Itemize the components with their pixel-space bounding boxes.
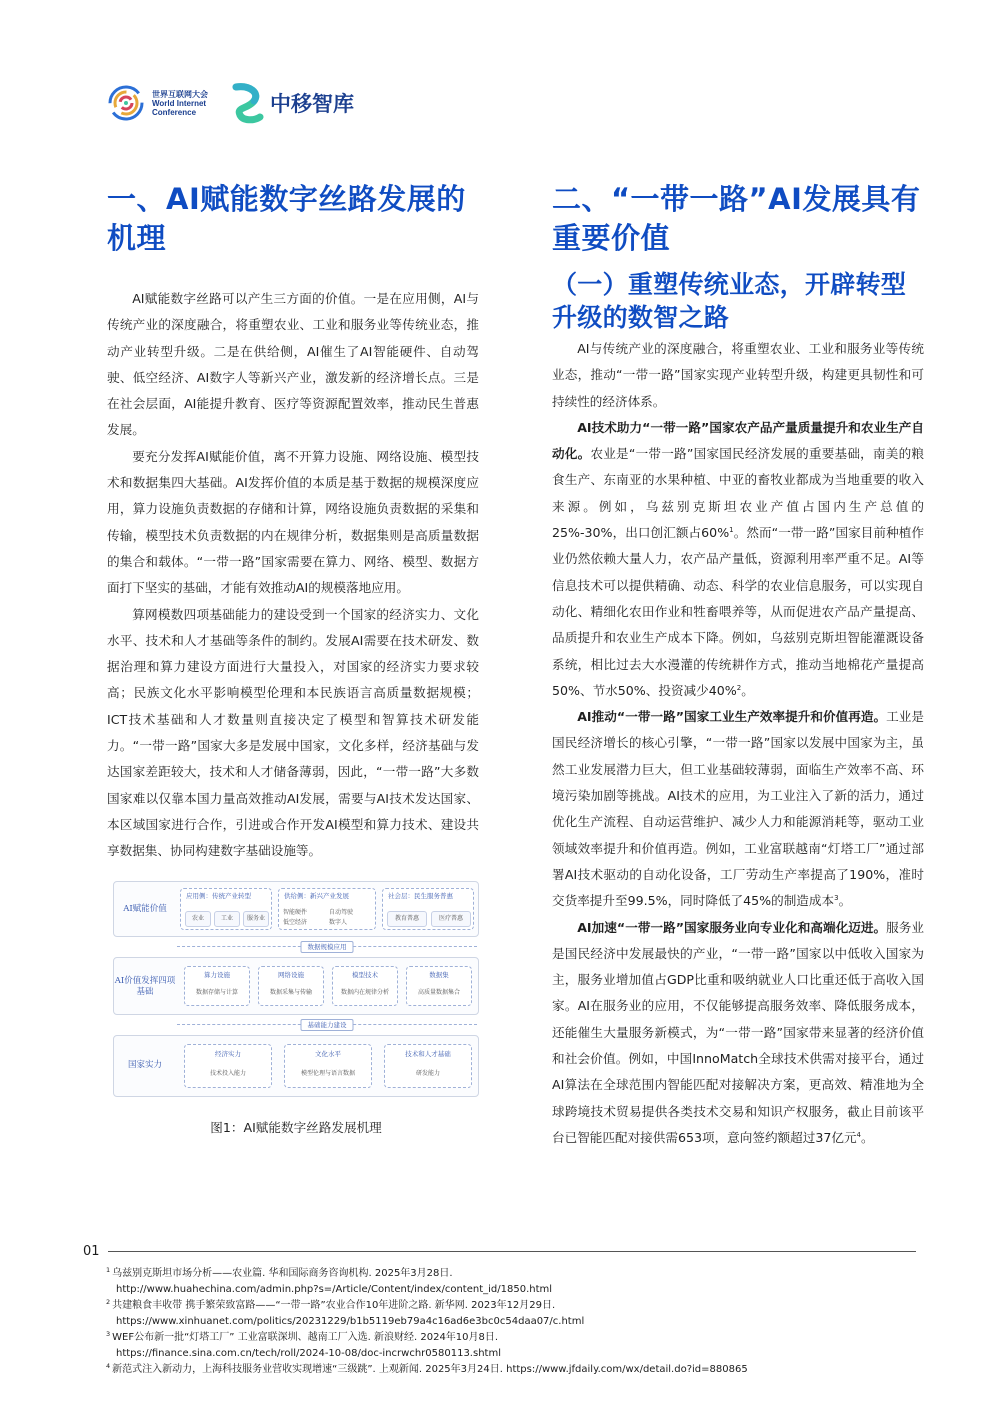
right-paragraph-industry bbox=[552, 704, 924, 914]
subsection-title: （一）重塑传统业态，开辟转型升级的数智之路 bbox=[552, 270, 907, 332]
footnotes bbox=[106, 1266, 916, 1378]
footnote-link[interactable]: https://www.xinhuanet.com/politics/20231229/b1b5119eb79a4c16ad6e3bc0c54daa07/c.html bbox=[116, 1316, 585, 1327]
figure-box-desc: 技术投入能力 bbox=[209, 1069, 246, 1077]
footnote-text: 新范式注入新动力，上海科技服务业营收实现增速“三级跳”. 上观新闻. 2025年3月24日. https://www.jfdaily.com/wx/detail.do?id=880865 bbox=[112, 1364, 748, 1375]
figure-box-desc: 研发能力 bbox=[415, 1069, 440, 1077]
footnote-link[interactable]: https://finance.sina.com.cn/tech/roll/2024-10-08/doc-incrwchr0580113.shtml bbox=[116, 1348, 501, 1359]
figure-box-title: 算力设施 bbox=[204, 970, 230, 979]
figure-box-model bbox=[332, 966, 398, 1006]
figure-chip: 低空经济 bbox=[283, 918, 308, 926]
footnote-link[interactable]: http://www.huahechina.com/admin.php?s=/Article/Content/index/content_id/1850.html bbox=[116, 1284, 553, 1295]
footnote-number: 4 bbox=[106, 1361, 111, 1370]
page-number: 01 bbox=[83, 1244, 100, 1259]
figure-chip: 数字人 bbox=[329, 918, 348, 926]
footnote-number: 1 bbox=[106, 1265, 111, 1274]
left-paragraph-3: 算网模数四项基础能力的建设受到一个国家的经济实力、文化水平、技术和人才基础等条件的制约。发展AI需要在技术研发、数据治理和算力建设方面进行大量投入，对国家的经济实力要求较高；民族文化水平影响模型伦理和本民族语言高质量数据规模；ICT技术基础和人才数量则直接决定了模型和智算技术研发能力。“一带一路”国家大多是发展中国家，文化多样，经济基础与发达国家差距较大，技术和人才储备薄弱，因此，“一带一路”大多数国家难以仅靠本国力量高效推动AI发展，需要与AI技术发达国家、本区域国家进行合作，引进或合作开发AI模型和算力技术、建设共享数据集、协同构建数字基础设施等。 bbox=[107, 606, 479, 859]
footnote-number: 2 bbox=[106, 1297, 111, 1306]
figure-box-title: 网络设施 bbox=[278, 970, 304, 979]
figure-box-society bbox=[382, 888, 474, 930]
footnote-text: 乌兹别克斯坦市场分析——农业篇. 华和国际商务咨询机构. 2025年3月28日. bbox=[112, 1268, 453, 1279]
figure-box-title: 应用侧：传统产业转型 bbox=[186, 891, 251, 900]
figure-box-title: 技术和人才基础 bbox=[405, 1049, 451, 1058]
right-paragraph-services bbox=[552, 915, 924, 1152]
footnote-4 bbox=[106, 1362, 916, 1378]
figure-chip: 医疗普惠 bbox=[431, 911, 471, 927]
paragraph-text: 。 bbox=[861, 1129, 874, 1145]
figure-box-title: 模型技术 bbox=[352, 970, 378, 979]
figure-box-title: 社会层：民生服务普惠 bbox=[388, 891, 453, 900]
wic-line-cn: 世界互联网大会 bbox=[152, 89, 208, 99]
footnote-2 bbox=[106, 1298, 916, 1314]
figure-connector-1 bbox=[177, 941, 477, 953]
figure-connector-label: 基础能力建设 bbox=[301, 1019, 354, 1031]
footnote-ref[interactable]: 2 bbox=[736, 683, 742, 692]
figure-box-desc: 模型伦理与语言数据 bbox=[300, 1069, 355, 1077]
wic-logo bbox=[106, 83, 208, 123]
wic-line-en1: World Internet bbox=[152, 98, 207, 108]
footnote-ref[interactable]: 3 bbox=[834, 894, 839, 903]
paragraph-text: 农业是“一带一路”国家国民经济发展的重要基础，南美的粮食生产、东南亚的水果种植、中亚的畜牧业都成为当地重要的收入来源。例如，乌兹别克斯坦农业产值占国内生产总值的25%-30%，出口创汇额占60% bbox=[552, 446, 924, 541]
wic-logo-text bbox=[152, 90, 208, 117]
footnote-ref[interactable]: 1 bbox=[729, 525, 734, 534]
figure-box-desc: 数据存储与计算 bbox=[195, 988, 238, 996]
figure-box-supply bbox=[278, 888, 376, 930]
footnote-3 bbox=[106, 1330, 916, 1346]
figure-chip: 工业 bbox=[214, 911, 240, 927]
paragraph-lead: AI加速“一带一路”国家服务业向专业化和高端化迈进。 bbox=[577, 919, 887, 935]
figure-box-compute bbox=[184, 966, 250, 1006]
left-paragraph-1: AI赋能数字丝路可以产生三方面的价值。一是在应用侧，AI与传统产业的深度融合，将重塑农业、工业和服务业等传统业态，推动产业转型升级。二是在供给侧，AI催生了AI智能硬件、自动驾驶、低空经济、AI数字人等新兴产业，激发新的经济增长点。三是在社会层面，AI能提升教育、医疗等资源配置效率，推动民生普惠发展。 bbox=[107, 291, 479, 438]
paragraph-text: 。然而“一带一路”国家目前种植作业仍然依赖大量人力，农产品产量低，资源利用率严重不足。AI等信息技术可以提供精确、动态、科学的农业信息服务，可以实现自动化、精细化农田作业和牲畜喂养等，从而促进农产品产量提高、品质提升和农业生产成本下降。例如，乌兹别克斯坦智能灌溉设备系统，相比过去大水漫灌的传统耕作方式，推动当地棉花产量提高50%、节水50%、投资减少40% bbox=[552, 525, 924, 698]
figure-chip: 自动驾驶 bbox=[329, 908, 354, 916]
right-paragraph-1: AI与传统产业的深度融合，将重塑农业、工业和服务业等传统业态，推动“一带一路”国家实现产业转型升级，构建更具韧性和可持续性的经济体系。 bbox=[552, 341, 924, 409]
wic-line-en2: Conference bbox=[152, 107, 197, 117]
footnote-1 bbox=[106, 1266, 916, 1282]
figure-box-desc: 数据内在规律分析 bbox=[340, 988, 389, 996]
figure-chip: 服务业 bbox=[243, 911, 269, 927]
figure-connector-2 bbox=[177, 1019, 477, 1031]
figure-box-title: 供给侧：新兴产业发展 bbox=[284, 891, 349, 900]
figure-box-talent bbox=[384, 1044, 472, 1088]
cm-logo-icon bbox=[228, 81, 266, 125]
figure-box-dataset bbox=[406, 966, 472, 1006]
section-title-1: 一、AI赋能数字丝路发展的机理 bbox=[107, 182, 466, 255]
paragraph-text: 。 bbox=[838, 893, 852, 909]
figure-box-economy bbox=[184, 1044, 272, 1088]
figure-chip: 智能硬件 bbox=[283, 908, 308, 916]
figure-box-application bbox=[180, 888, 272, 930]
right-paragraph-agriculture bbox=[552, 415, 924, 704]
figure-1-diagram bbox=[113, 881, 479, 1105]
cm-logo-text: 中移智库 bbox=[270, 92, 354, 116]
page-header bbox=[106, 78, 354, 128]
figure-box-desc: 高质量数据集合 bbox=[417, 988, 460, 996]
left-column bbox=[107, 180, 479, 1136]
figure-box-title: 数据集 bbox=[429, 970, 449, 979]
figure-row-label: AI价值发挥四项基础 bbox=[114, 975, 176, 997]
figure-caption: 图1：AI赋能数字丝路发展机理 bbox=[210, 1119, 382, 1135]
paragraph-text: 。 bbox=[741, 682, 754, 698]
paragraph-text: 服务业是国民经济中发展最快的产业，“一带一路”国家以中低收入国家为主，服务业增加值占GDP比重和吸纳就业人口比重还低于高收入国家。AI在服务业的应用，不仅能够提高服务效率、降低服务成本，还能催生大量服务新模式，为“一带一路”国家带来显著的经济价值和社会价值。例如，中国InnoMatch全球技术供需对接平台，通过AI算法在全球范围内智能匹配对接解决方案，更高效、精准地为全球跨境技术贸易提供各类技术交易和知识产权服务，截止目前该平台已智能匹配对接供需653项，意向签约额超过37亿元 bbox=[552, 919, 924, 1145]
paragraph-lead: AI推动“一带一路”国家工业生产效率提升和价值再造。 bbox=[577, 709, 887, 725]
footnote-text: WEF公布新一批“灯塔工厂” 工业富联深圳、越南工厂入选. 新浪财经. 2024年10月8日. bbox=[112, 1332, 499, 1343]
paragraph-text: 工业是国民经济增长的核心引擎，“一带一路”国家以发展中国家为主，虽然工业发展潜力巨大，但工业基础较薄弱，面临生产效率不高、环境污染加剧等挑战。AI技术的应用，为工业注入了新的活力，通过优化生产流程、自动运营维护、减少人力和能源消耗等，驱动工业领域效率提升和价值再造。例如，工业富联越南“灯塔工厂”通过部署AI技术驱动的自动化设备，工厂劳动生产率提高了190%，准时交货率提升至99.5%，同时降低了45%的制造成本 bbox=[552, 709, 924, 909]
right-column bbox=[552, 180, 924, 1151]
left-paragraph-2: 要充分发挥AI赋能价值，离不开算力设施、网络设施、模型技术和数据集四大基础。AI发挥价值的本质是基于数据的规模深度应用，算力设施负责数据的存储和计算，网络设施负责数据的采集和传输，模型技术负责数据的内在规律分析，数据集则是高质量数据的集合和载体。“一带一路”国家需要在算力、网络、模型、数据方面打下坚实的基础，才能有效推动AI的规模落地应用。 bbox=[107, 448, 479, 596]
footer-divider bbox=[108, 1251, 916, 1252]
figure-row-value bbox=[113, 881, 479, 937]
footnote-number: 3 bbox=[106, 1329, 111, 1338]
figure-box-network bbox=[258, 966, 324, 1006]
footnote-text: 共建粮食丰收带 携手繁荣致富路——“一带一路”农业合作10年进阶之路. 新华网. 2023年12月29日. bbox=[112, 1300, 556, 1311]
figure-row-label: 国家实力 bbox=[127, 1059, 162, 1070]
figure-chip: 农业 bbox=[185, 911, 211, 927]
figure-chip: 教育普惠 bbox=[387, 911, 427, 927]
figure-row-foundation bbox=[113, 957, 479, 1015]
figure-row-label: AI赋能价值 bbox=[123, 903, 167, 914]
figure-box-title: 经济实力 bbox=[215, 1049, 241, 1058]
figure-connector-label: 数据规模应用 bbox=[301, 941, 354, 953]
figure-box-culture bbox=[284, 1044, 372, 1088]
section-title-2: 二、“一带一路”AI发展具有重要价值 bbox=[552, 182, 921, 255]
figure-box-title: 文化水平 bbox=[315, 1049, 341, 1058]
wic-logo-icon bbox=[106, 83, 146, 123]
figure-row-national-strength bbox=[113, 1035, 479, 1097]
figure-box-desc: 数据采集与传输 bbox=[269, 988, 312, 996]
paragraph-lead: AI技术助力“一带一路”国家农产品产量质量提升和农业生产自动化。 bbox=[552, 419, 924, 462]
footnote-ref[interactable]: 4 bbox=[856, 1130, 862, 1139]
cm-logo bbox=[228, 81, 354, 125]
